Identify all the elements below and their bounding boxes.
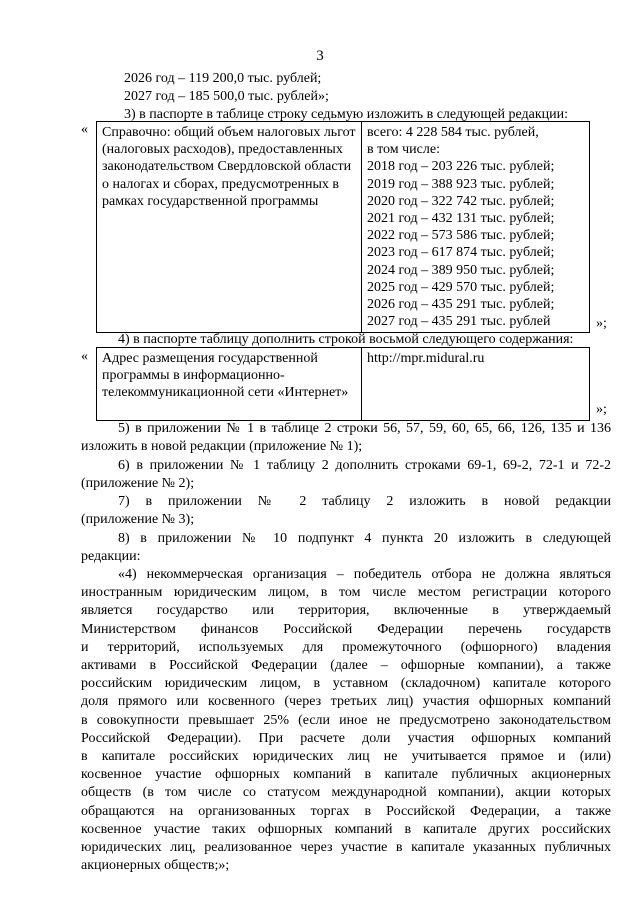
table1-left-text: Справочно: общий объем налоговых льгот (налоговых расходов), предоставленных законодательством Свердловской области о налогах и сборах, предусмотренных в рамках государственной программы xyxy=(102,125,356,209)
quoted-line: активами в Российской Федерации (далее – офшорные компании), а также xyxy=(81,658,611,674)
item-5 xyxy=(81,420,611,456)
table2-open-quote: « xyxy=(81,349,88,364)
table-tax-benefits xyxy=(96,121,590,333)
quoted-line: российским юридическим лицом, в уставном (складочном) капитале которого xyxy=(81,676,611,692)
table2-left-text: Адрес размещения государственной программы в информационно-телекоммуникационной сети «Интернет» xyxy=(102,351,349,401)
quoted-paragraph xyxy=(81,566,611,875)
item-7-line-1: 7) в приложении № 2 таблицу 2 изложить в новой редакции xyxy=(118,494,611,509)
item-3: 3) в паспорте в таблице строку седьмую изложить в следующей редакции: xyxy=(124,107,569,122)
quoted-line: косвенное участие таких офшорных компаний в капитале других российских xyxy=(81,821,611,837)
quoted-line: акционерных обществ;»; xyxy=(81,858,230,874)
table1-close-quote: »; xyxy=(596,316,607,331)
table1-year: 2023 год – 617 874 тыс. рублей; xyxy=(367,245,555,261)
item-8 xyxy=(81,530,611,566)
quoted-line: доля прямого или косвенного (через третьих лиц) участия офшорных компаний xyxy=(81,694,611,710)
item-5-line-1: 5) в приложении № 1 в таблице 2 строки 56, 57, 59, 60, 65, 66, 126, 135 и 136 xyxy=(118,421,611,436)
table1-year: 2024 год – 389 950 тыс. рублей; xyxy=(367,262,555,278)
table2-right-cell xyxy=(362,348,590,421)
quoted-line: в капитале российских юридических лиц не учитывается прямое и (или) xyxy=(81,749,611,765)
table1-year: 2019 год – 388 923 тыс. рублей; xyxy=(367,176,555,192)
quoted-line: обращаются на организованных торгах в Российской Федерации, а также xyxy=(81,803,611,819)
table1-year: 2026 год – 435 291 тыс. рублей; xyxy=(367,297,555,313)
quoted-line: в совокупности превышает 25% (если иное не предусмотрено законодательством xyxy=(81,712,611,728)
quoted-line: Российской Федерации). При расчете доли участия офшорных компаний xyxy=(81,730,611,746)
quoted-line: косвенное участие офшорных компаний в капитале публичных акционерных xyxy=(81,767,611,783)
quoted-line: и территорий, используемых для промежуточного (офшорного) владения xyxy=(81,639,611,655)
table1-year: 2021 год – 432 131 тыс. рублей; xyxy=(367,211,555,227)
table2-url: http://mpr.midural.ru xyxy=(367,351,485,366)
table1-right-cell xyxy=(362,122,590,333)
table2-left-cell xyxy=(97,348,362,421)
table1-year: 2027 год – 435 291 тыс. рублей xyxy=(367,314,551,330)
quoted-line: Министерством финансов Российской Федерации перечень государств xyxy=(81,621,611,637)
item-6 xyxy=(81,457,611,493)
item-4: 4) в паспорте таблицу дополнить строкой восьмой следующего содержания: xyxy=(118,332,574,347)
table1-total: всего: 4 228 584 тыс. рублей, xyxy=(367,125,539,140)
table1-year: 2018 год – 203 226 тыс. рублей; xyxy=(367,159,555,175)
intro-line-2026: 2026 год – 119 200,0 тыс. рублей; xyxy=(124,71,322,86)
quoted-line: является государство или территория, включенные в утверждаемый xyxy=(81,603,611,619)
table1-year: 2022 год – 573 586 тыс. рублей; xyxy=(367,228,555,244)
table1-year: 2025 год – 429 570 тыс. рублей; xyxy=(367,279,555,295)
table1-including: в том числе: xyxy=(367,142,440,158)
quoted-line: обществ (в том числе со статусом международной компании), акции которых xyxy=(81,785,611,801)
item-7 xyxy=(81,493,611,529)
item-6-line-1: 6) в приложении № 1 таблицу 2 дополнить строками 69-1, 69-2, 72-1 и 72-2 xyxy=(118,458,611,473)
item-8-line-2: редакции: xyxy=(81,549,141,565)
item-7-line-2: (приложение № 3); xyxy=(81,512,195,528)
quoted-line: иностранным юридическим лицом, в том числе местом регистрации которого xyxy=(81,585,611,601)
item-5-line-2: изложить в новой редакции (приложение № 1); xyxy=(81,439,363,455)
intro-line-2027: 2027 год – 185 500,0 тыс. рублей»; xyxy=(124,89,329,104)
item-6-line-2: (приложение № 2); xyxy=(81,476,195,492)
quoted-line: юридических лиц, реализованное через участие в капитале указанных публичных xyxy=(81,840,611,856)
quoted-line: «4) некоммерческая организация – победитель отбора не должна являться xyxy=(118,567,611,582)
table-internet-address xyxy=(96,347,590,421)
table1-year: 2020 год – 322 742 тыс. рублей; xyxy=(367,193,555,209)
item-8-line-1: 8) в приложении № 10 подпункт 4 пункта 20 изложить в следующей xyxy=(118,531,611,546)
table2-close-quote: »; xyxy=(596,402,607,417)
table1-open-quote: « xyxy=(81,122,88,137)
table1-left-cell xyxy=(97,122,362,333)
page-number: 3 xyxy=(316,48,324,64)
